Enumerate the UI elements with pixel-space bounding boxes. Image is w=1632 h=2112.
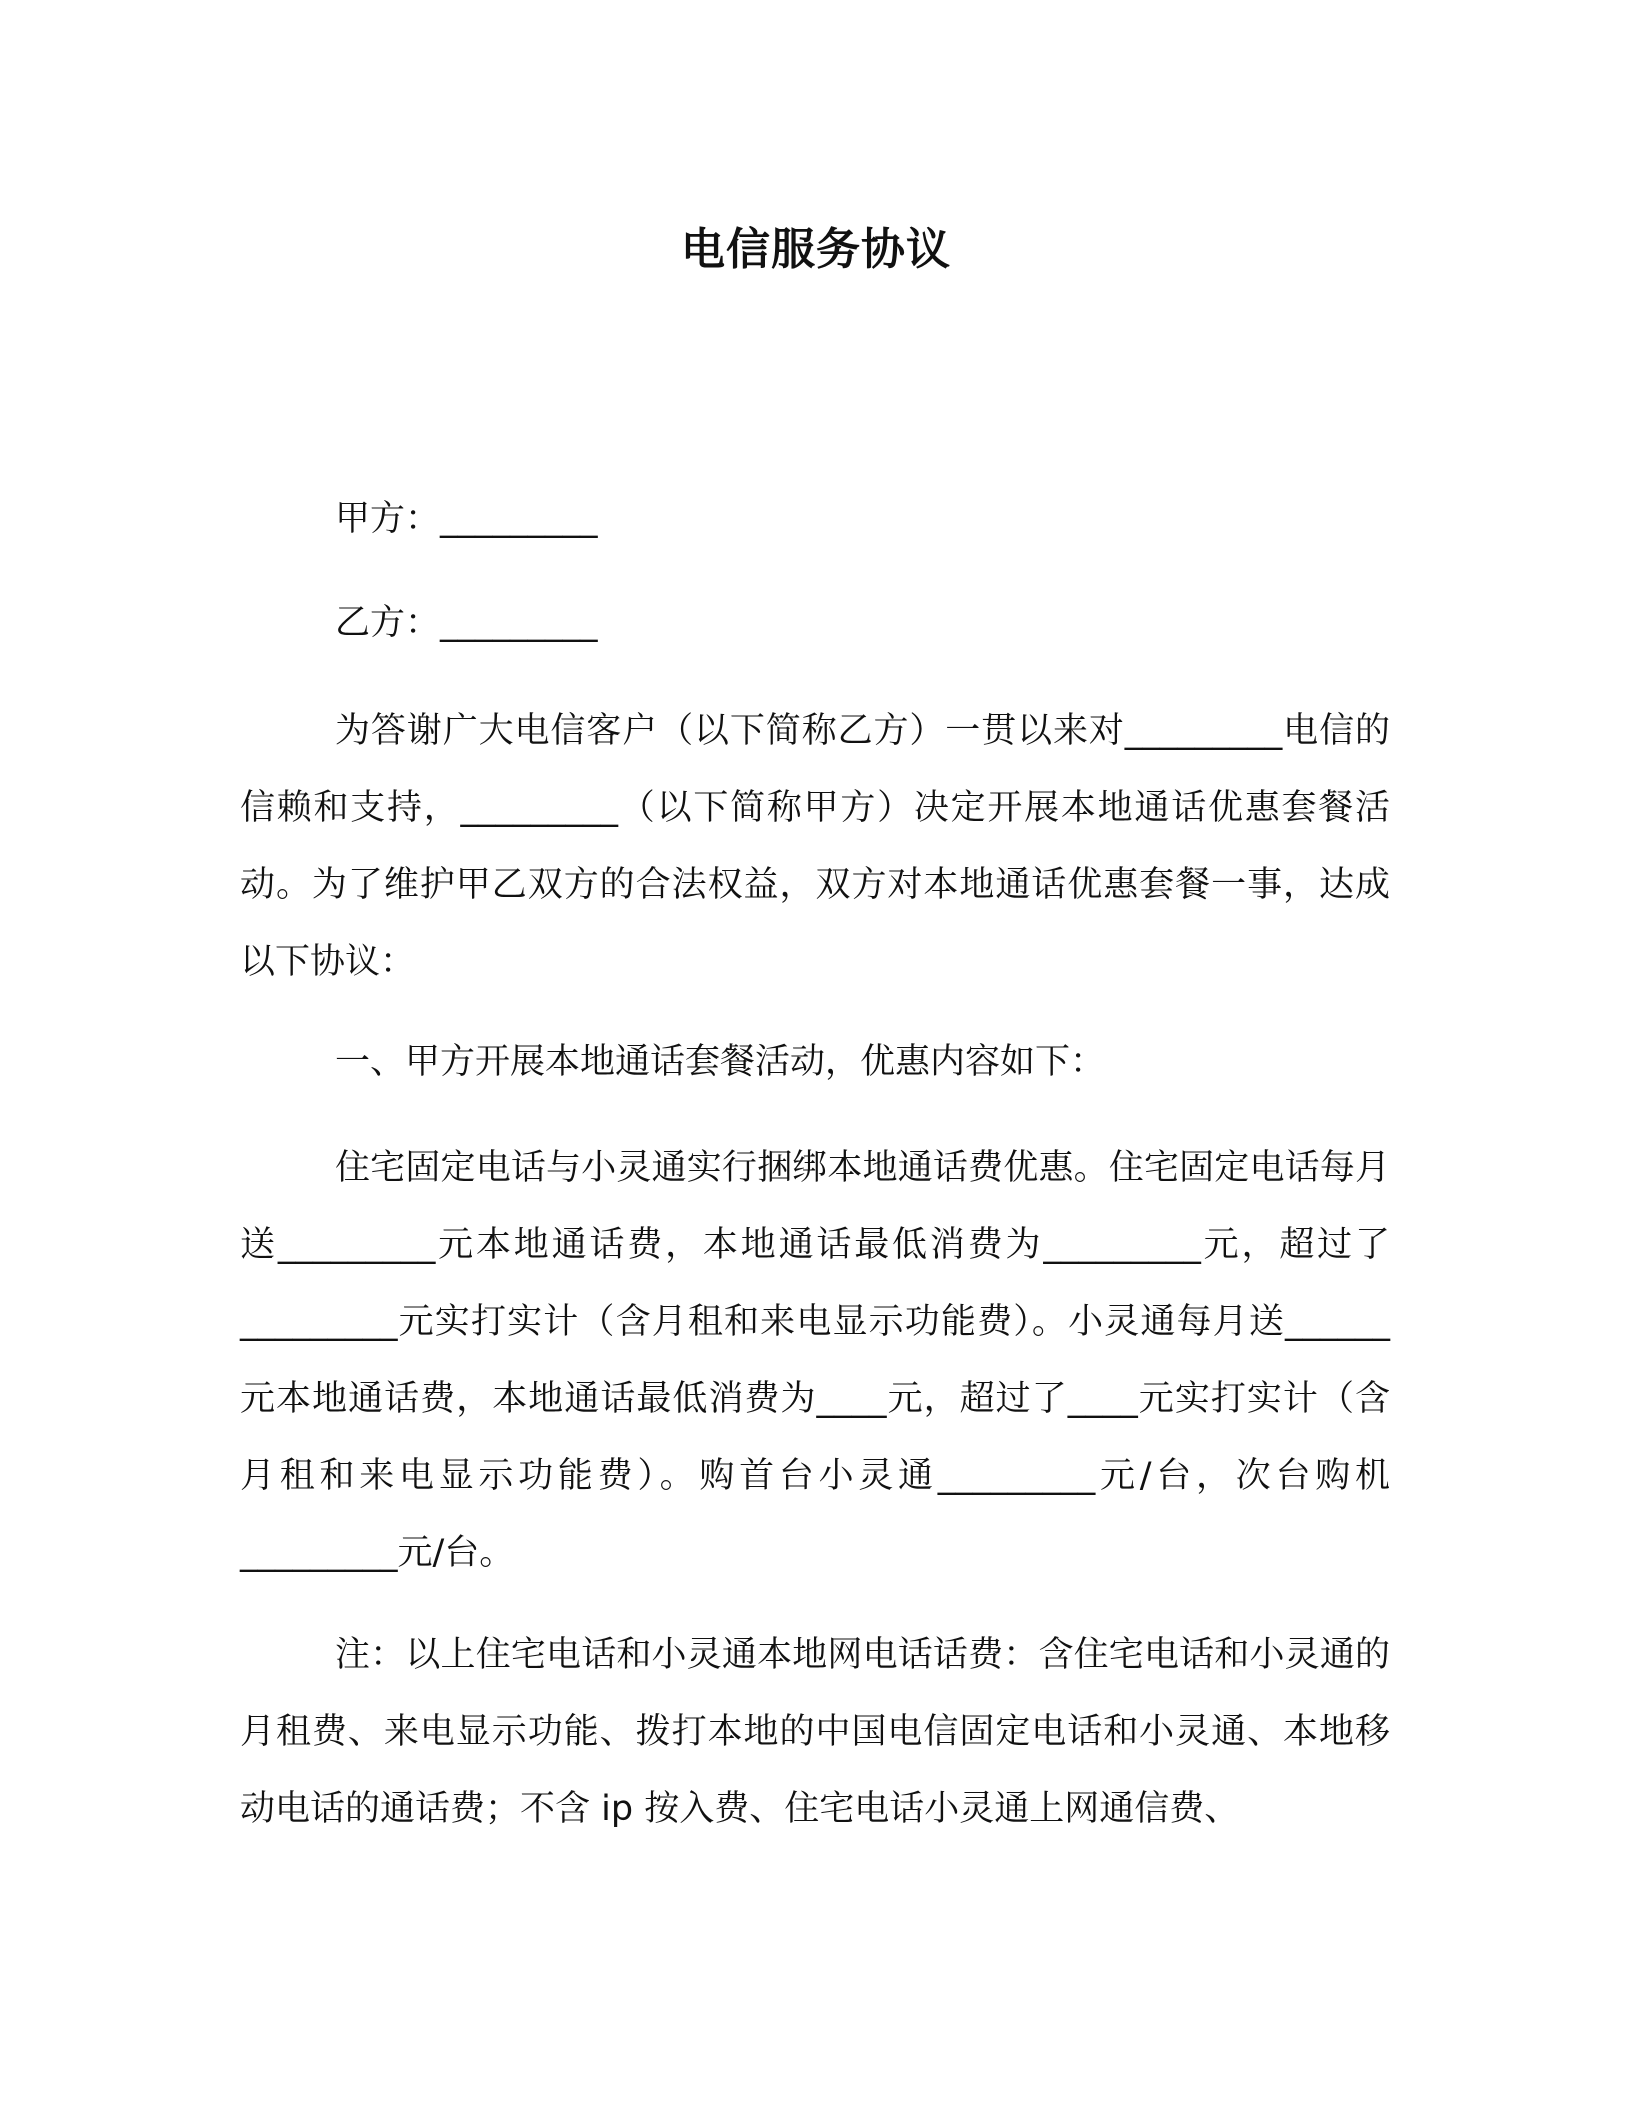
section-one-heading: 一、甲方开展本地通话套餐活动，优惠内容如下： [335, 1042, 1106, 1082]
offer-paragraph: 住宅固定电话与小灵通实行捆绑本地通话费优惠。住宅固定电话每月送_________元本地通话费，本地通话最低消费为_________元，超过了_________元实打实计（含月租和来电显示功能费）。小灵通每月送______元本地通话费，本地通话最低消费为____元，超过了____元实打实计（含月租和来电显示功能费）。购首台小灵通_________元/台，次台购机_________元/台。 [240, 1148, 1390, 1573]
note-paragraph: 注：以上住宅电话和小灵通本地网电话话费：含住宅电话和小灵通的月租费、来电显示功能、拨打本地的中国电信固定电话和小灵通、本地移动电话的通话费；不含 ip 按入费、住宅电话小灵通上网通信费、 [240, 1635, 1390, 1829]
party-b-line: 乙方：_________ [335, 603, 598, 643]
party-a-line: 甲方：_________ [335, 499, 598, 539]
intro-paragraph: 为答谢广大电信客户（以下简称乙方）一贯以来对_________电信的信赖和支持，_________（以下简称甲方）决定开展本地通话优惠套餐活动。为了维护甲乙双方的合法权益，双方对本地通话优惠套餐一事，达成以下协议： [240, 711, 1390, 982]
document-title: 电信服务协议 [681, 224, 951, 275]
